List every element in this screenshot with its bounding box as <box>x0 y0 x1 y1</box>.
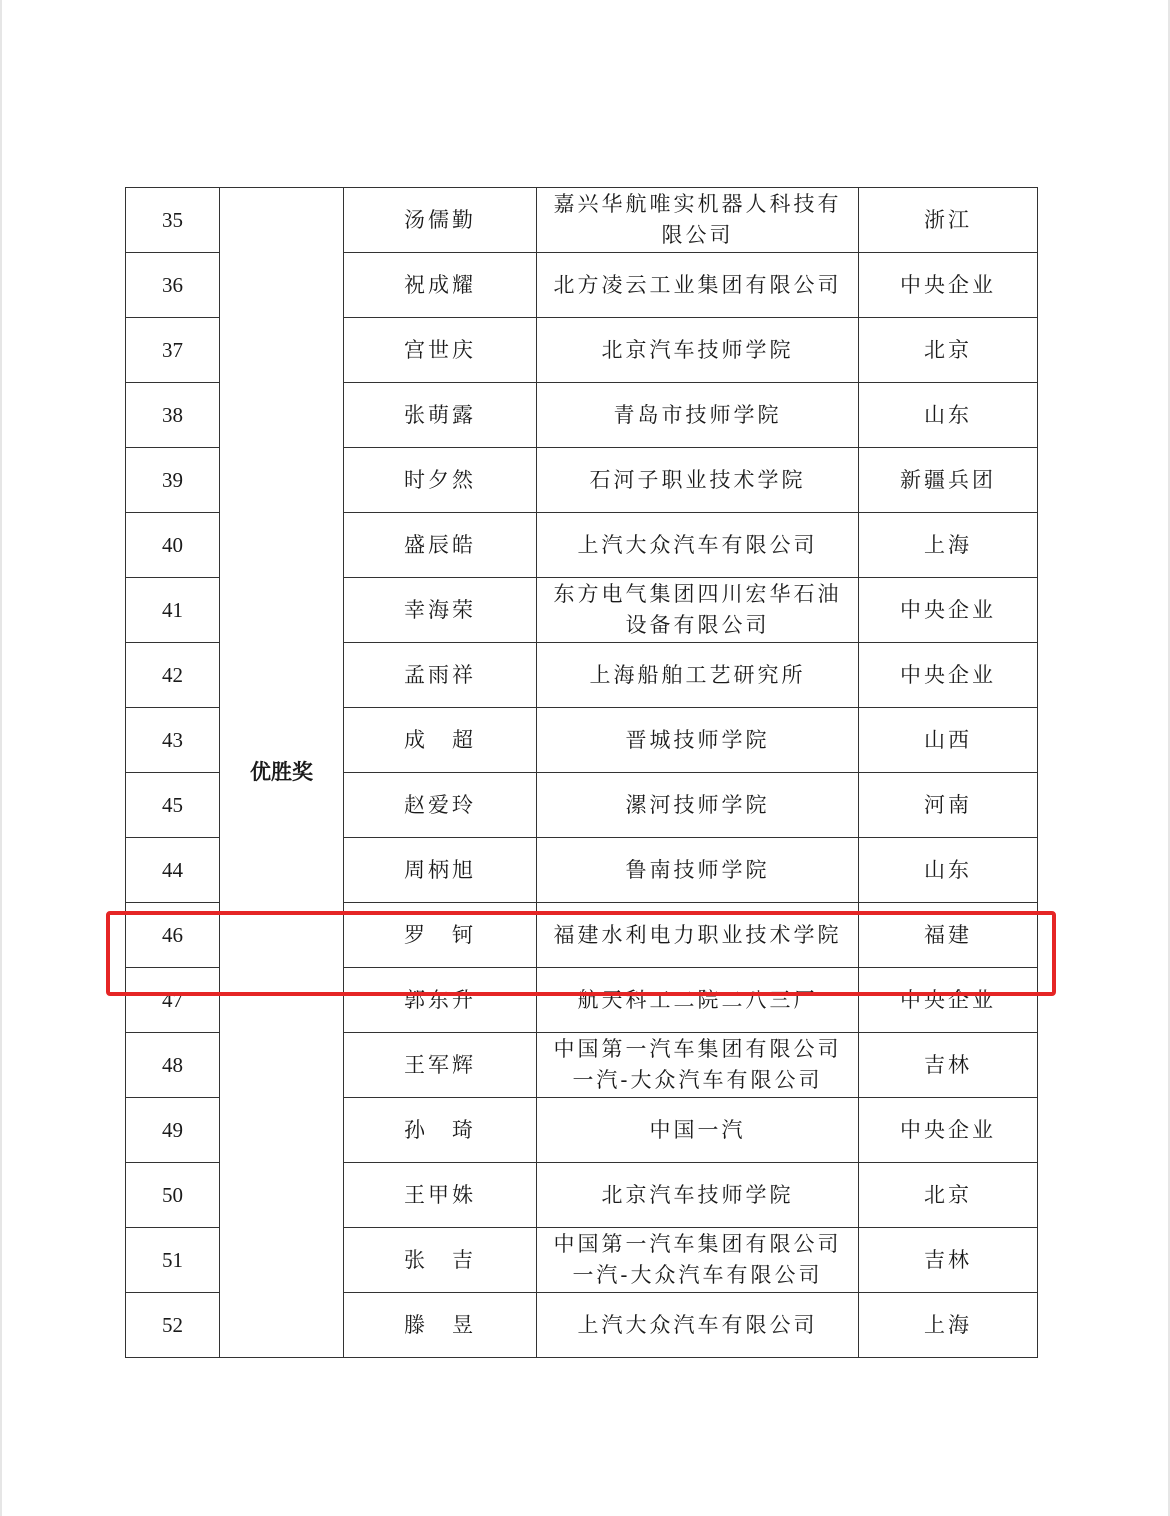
winner-name: 周柄旭 <box>344 838 537 903</box>
work-unit: 石河子职业技术学院 <box>537 448 859 513</box>
region: 北京 <box>859 1163 1038 1228</box>
winner-name: 郭东升 <box>344 968 537 1033</box>
table-row <box>126 188 1038 253</box>
work-unit: 福建水利电力职业技术学院 <box>537 903 859 968</box>
winner-name: 滕 昱 <box>344 1293 537 1358</box>
winner-name: 祝成耀 <box>344 253 537 318</box>
row-number: 46 <box>126 903 220 968</box>
winner-name: 张萌露 <box>344 383 537 448</box>
award-table-body <box>126 188 1038 1358</box>
row-number: 45 <box>126 773 220 838</box>
work-unit: 鲁南技师学院 <box>537 838 859 903</box>
row-number: 51 <box>126 1228 220 1293</box>
region: 吉林 <box>859 1033 1038 1098</box>
region: 山西 <box>859 708 1038 773</box>
row-number: 36 <box>126 253 220 318</box>
region: 福建 <box>859 903 1038 968</box>
winner-name: 时夕然 <box>344 448 537 513</box>
winner-name: 罗 钶 <box>344 903 537 968</box>
row-number: 35 <box>126 188 220 253</box>
region: 河南 <box>859 773 1038 838</box>
row-number: 39 <box>126 448 220 513</box>
region: 北京 <box>859 318 1038 383</box>
row-number: 44 <box>126 838 220 903</box>
region: 吉林 <box>859 1228 1038 1293</box>
award-category: 优胜奖 <box>220 188 344 1358</box>
work-unit: 北京汽车技师学院 <box>537 1163 859 1228</box>
work-unit: 上海船舶工艺研究所 <box>537 643 859 708</box>
award-winners-table <box>125 187 1038 1358</box>
winner-name: 幸海荣 <box>344 578 537 643</box>
work-unit: 中国一汽 <box>537 1098 859 1163</box>
region: 上海 <box>859 513 1038 578</box>
work-unit: 上汽大众汽车有限公司 <box>537 1293 859 1358</box>
row-number: 48 <box>126 1033 220 1098</box>
row-number: 47 <box>126 968 220 1033</box>
work-unit: 北方凌云工业集团有限公司 <box>537 253 859 318</box>
winner-name: 王军辉 <box>344 1033 537 1098</box>
work-unit: 航天科工二院二八三厂 <box>537 968 859 1033</box>
region: 山东 <box>859 383 1038 448</box>
region: 中央企业 <box>859 643 1038 708</box>
work-unit: 晋城技师学院 <box>537 708 859 773</box>
region: 浙江 <box>859 188 1038 253</box>
region: 中央企业 <box>859 578 1038 643</box>
winner-name: 张 吉 <box>344 1228 537 1293</box>
winner-name: 孟雨祥 <box>344 643 537 708</box>
row-number: 49 <box>126 1098 220 1163</box>
row-number: 52 <box>126 1293 220 1358</box>
row-number: 40 <box>126 513 220 578</box>
region: 中央企业 <box>859 253 1038 318</box>
row-number: 43 <box>126 708 220 773</box>
work-unit: 北京汽车技师学院 <box>537 318 859 383</box>
row-number: 41 <box>126 578 220 643</box>
region: 山东 <box>859 838 1038 903</box>
row-number: 38 <box>126 383 220 448</box>
row-number: 37 <box>126 318 220 383</box>
work-unit: 中国第一汽车集团有限公司一汽-大众汽车有限公司 <box>537 1228 859 1293</box>
winner-name: 成 超 <box>344 708 537 773</box>
region: 上海 <box>859 1293 1038 1358</box>
winner-name: 汤儒勤 <box>344 188 537 253</box>
work-unit: 漯河技师学院 <box>537 773 859 838</box>
work-unit: 上汽大众汽车有限公司 <box>537 513 859 578</box>
winner-name: 王甲姝 <box>344 1163 537 1228</box>
winner-name: 孙 琦 <box>344 1098 537 1163</box>
winner-name: 宫世庆 <box>344 318 537 383</box>
region: 中央企业 <box>859 1098 1038 1163</box>
work-unit: 东方电气集团四川宏华石油设备有限公司 <box>537 578 859 643</box>
row-number: 50 <box>126 1163 220 1228</box>
work-unit: 青岛市技师学院 <box>537 383 859 448</box>
winner-name: 盛辰皓 <box>344 513 537 578</box>
region: 新疆兵团 <box>859 448 1038 513</box>
row-number: 42 <box>126 643 220 708</box>
region: 中央企业 <box>859 968 1038 1033</box>
page-left-edge <box>0 0 2 1516</box>
work-unit: 嘉兴华航唯实机器人科技有限公司 <box>537 188 859 253</box>
winner-name: 赵爱玲 <box>344 773 537 838</box>
work-unit: 中国第一汽车集团有限公司一汽-大众汽车有限公司 <box>537 1033 859 1098</box>
